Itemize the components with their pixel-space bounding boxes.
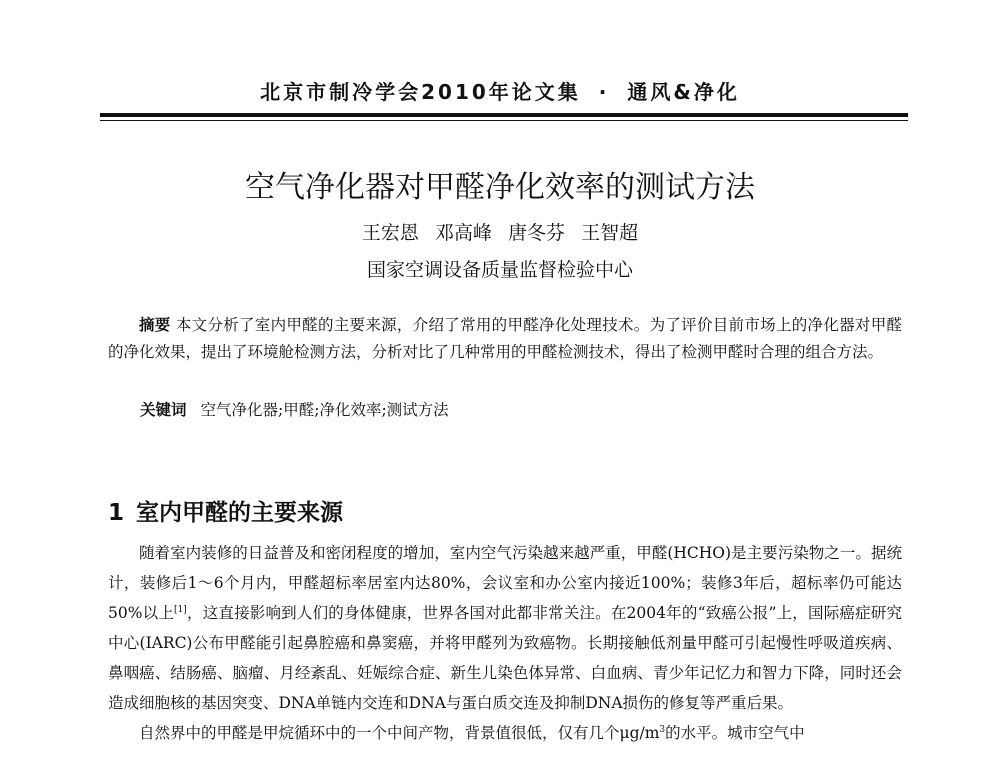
paragraph [108, 718, 902, 748]
abstract-label: 摘要 [139, 316, 171, 334]
journal-name: 北京市制冷学会2010年论文集 [260, 80, 581, 104]
header-separator: · [598, 80, 610, 104]
author-name: 王宏恩 [361, 222, 419, 244]
keywords [140, 397, 900, 424]
header-rule-thin [100, 120, 908, 121]
section-heading [108, 494, 343, 527]
running-header [0, 76, 1000, 105]
author-list [0, 218, 1000, 245]
author-name: 邓高峰 [434, 222, 492, 244]
section-title: 室内甲醛的主要来源 [136, 500, 344, 526]
paragraph-text: 随着室内装修的日益普及和密闭程度的增加，室内空气污染越来越严重，甲醛(HCHO)是主要污染物之一。据统计，装修后1～6个月内，甲醛超标率居室内达80%，会议室和办公室内接近100%；装修3年后，超标率仍可能达50%以上 [108, 544, 902, 622]
citation-ref[interactable]: [1] [174, 604, 187, 615]
section-body [108, 538, 902, 748]
abstract-text: 本文分析了室内甲醛的主要来源，介绍了常用的甲醛净化处理技术。为了评价目前市场上的净化器对甲醛的净化效果，提出了环境舱检测方法，分析对比了几种常用的甲醛检测技术，得出了检测甲醛时合理的组合方法。 [108, 316, 902, 361]
affiliation: 国家空调设备质量监督检验中心 [366, 259, 633, 281]
paper-title: 空气净化器对甲醛净化效率的测试方法 [245, 170, 755, 205]
paragraph [108, 538, 902, 718]
section-name: 通风&净化 [627, 80, 740, 104]
abstract [108, 312, 902, 366]
keywords-text: 空气净化器;甲醛;净化效率;测试方法 [200, 401, 449, 419]
section-number: 1 [108, 500, 125, 526]
superscript: 3 [659, 724, 666, 735]
author-name: 唐冬芬 [508, 222, 566, 244]
paragraph-text: 的水平。城市空气中 [665, 724, 805, 742]
header-rule-thick [100, 113, 908, 117]
paragraph-text: ，这直接影响到人们的身体健康，世界各国对此都非常关注。在2004年的“致癌公报”上，国际癌症研究中心(IARC)公布甲醛能引起鼻腔癌和鼻窦癌，并将甲醛列为致癌物。长期接触低剂量甲醛可引起慢性呼吸道疾病、鼻咽癌、结肠癌、脑瘤、月经紊乱、妊娠综合症、新生儿染色体异常、白血病、青少年记忆力和智力下降，同时还会造成细胞核的基因突变、DNA单链内交连和DNA与蛋白质交连及抑制DNA损伤的修复等严重后果。 [108, 604, 902, 712]
paragraph-text: 自然界中的甲醛是甲烷循环中的一个中间产物，背景值很低，仅有几个μg/m [139, 724, 660, 742]
author-name: 王智超 [581, 222, 639, 244]
keywords-label: 关键词 [140, 401, 187, 419]
